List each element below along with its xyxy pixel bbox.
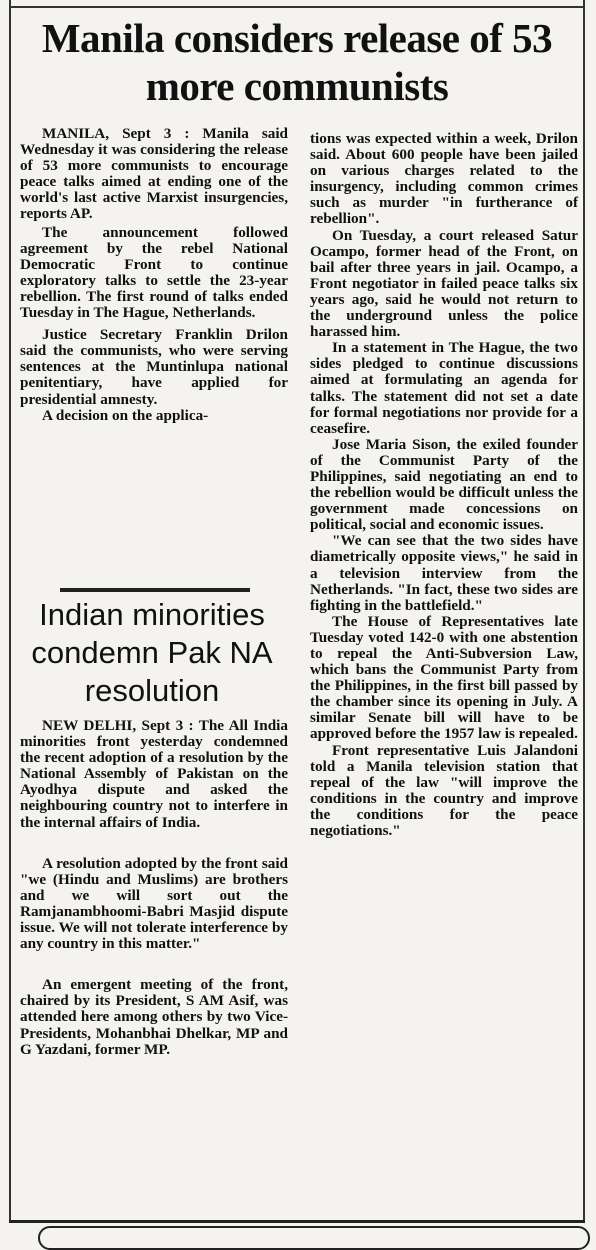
story2-body	[20, 718, 288, 1058]
story1-paragraph: Front representative Luis Jalandoni told a Manila television station that repeal of the law "will improve the conditions in the country and improve the conditions for the peace negotiations."	[310, 741, 578, 840]
story1-column-1	[20, 126, 288, 424]
story1-paragraph: A decision on the applica-	[42, 406, 209, 424]
story1-paragraph: MANILA, Sept 3 : Manila said Wednesday it was considering the release of 53 more communists to encourage peace talks aimed at ending one of the world's last active Marxist insurgencies, reports AP.	[20, 125, 288, 223]
story2-paragraph: An emergent meeting of the front, chaired by its President, S AM Asif, was attended here among others by two Vice-Presidents, Mohanbhai Dhelkar, MP and G Yazdani, former MP.	[20, 976, 288, 1058]
story1-paragraph: Jose Maria Sison, the exiled founder of the Communist Party of the Philippines, said negotiating an end to the rebellion would be difficult unless the government made concessions on political, social and economic issues.	[310, 435, 578, 534]
headline-manila: Manila considers release of 53 more communists	[41, 15, 553, 109]
top-rule	[9, 6, 585, 8]
left-border	[9, 0, 11, 1222]
story1-paragraph: Justice Secretary Franklin Drilon said the communists, who were serving sentences at the Muntinlupa national penitentiary, have applied for presidential amnesty.	[20, 326, 288, 408]
story-separator	[60, 588, 250, 592]
bottom-rule	[9, 1220, 585, 1223]
next-article-box-edge	[38, 1226, 590, 1250]
headline-indian-minorities: Indian minorities condemn Pak NA resolution	[31, 597, 273, 708]
story1-paragraph: "We can see that the two sides have diametrically opposite views," he said in a television interview from the Netherlands. "In fact, these two sides are fighting in the battlefield."	[310, 532, 578, 614]
story1-paragraph: In a statement in The Hague, the two sides pledged to continue discussions aimed at formulating an agenda for talks. The statement did not set a date for formal negotiations nor provide for a ceasefire.	[310, 339, 578, 437]
story2-paragraph: NEW DELHI, Sept 3 : The All India minorities front yesterday condemned the recent adoption of a resolution by the National Assembly of Pakistan on the Ayodhya dispute and asked the neighbouring country not to interfere in the internal affairs of India.	[20, 717, 288, 831]
story1-paragraph: On Tuesday, a court released Satur Ocampo, former head of the Front, on bail after three years in jail. Ocampo, a Front negotiator in failed peace talks six years ago, said he would not return to the underground unless the police harassed him.	[310, 226, 578, 341]
story1-paragraph: The House of Representatives late Tuesday voted 142-0 with one abstention to repeal the Anti-Subversion Law, which bans the Communist Party from the Philippines, in the first bill passed by the chamber since its opening in July. A similar Senate bill will have to be approved before the 1957 law is repealed.	[310, 612, 578, 743]
right-border	[583, 0, 585, 1222]
story1-column-2	[310, 131, 578, 839]
story1-paragraph: tions was expected within a week, Drilon said. About 600 people have been jailed on various charges related to the insurgency, including common crimes such as murder "in furtherance of rebellion".	[310, 130, 578, 228]
story2-paragraph: A resolution adopted by the front said "we (Hindu and Muslims) are brothers and we will sort out the Ramjanambhoomi-Babri Masjid dispute issue. We will not tolerate interference by any country in this matter."	[20, 854, 288, 953]
story1-paragraph: The announcement followed agreement by the rebel National Democratic Front to continue exploratory talks to settle the 23-year rebellion. The first round of talks ended Tuesday in The Hague, Netherlands.	[20, 223, 288, 322]
